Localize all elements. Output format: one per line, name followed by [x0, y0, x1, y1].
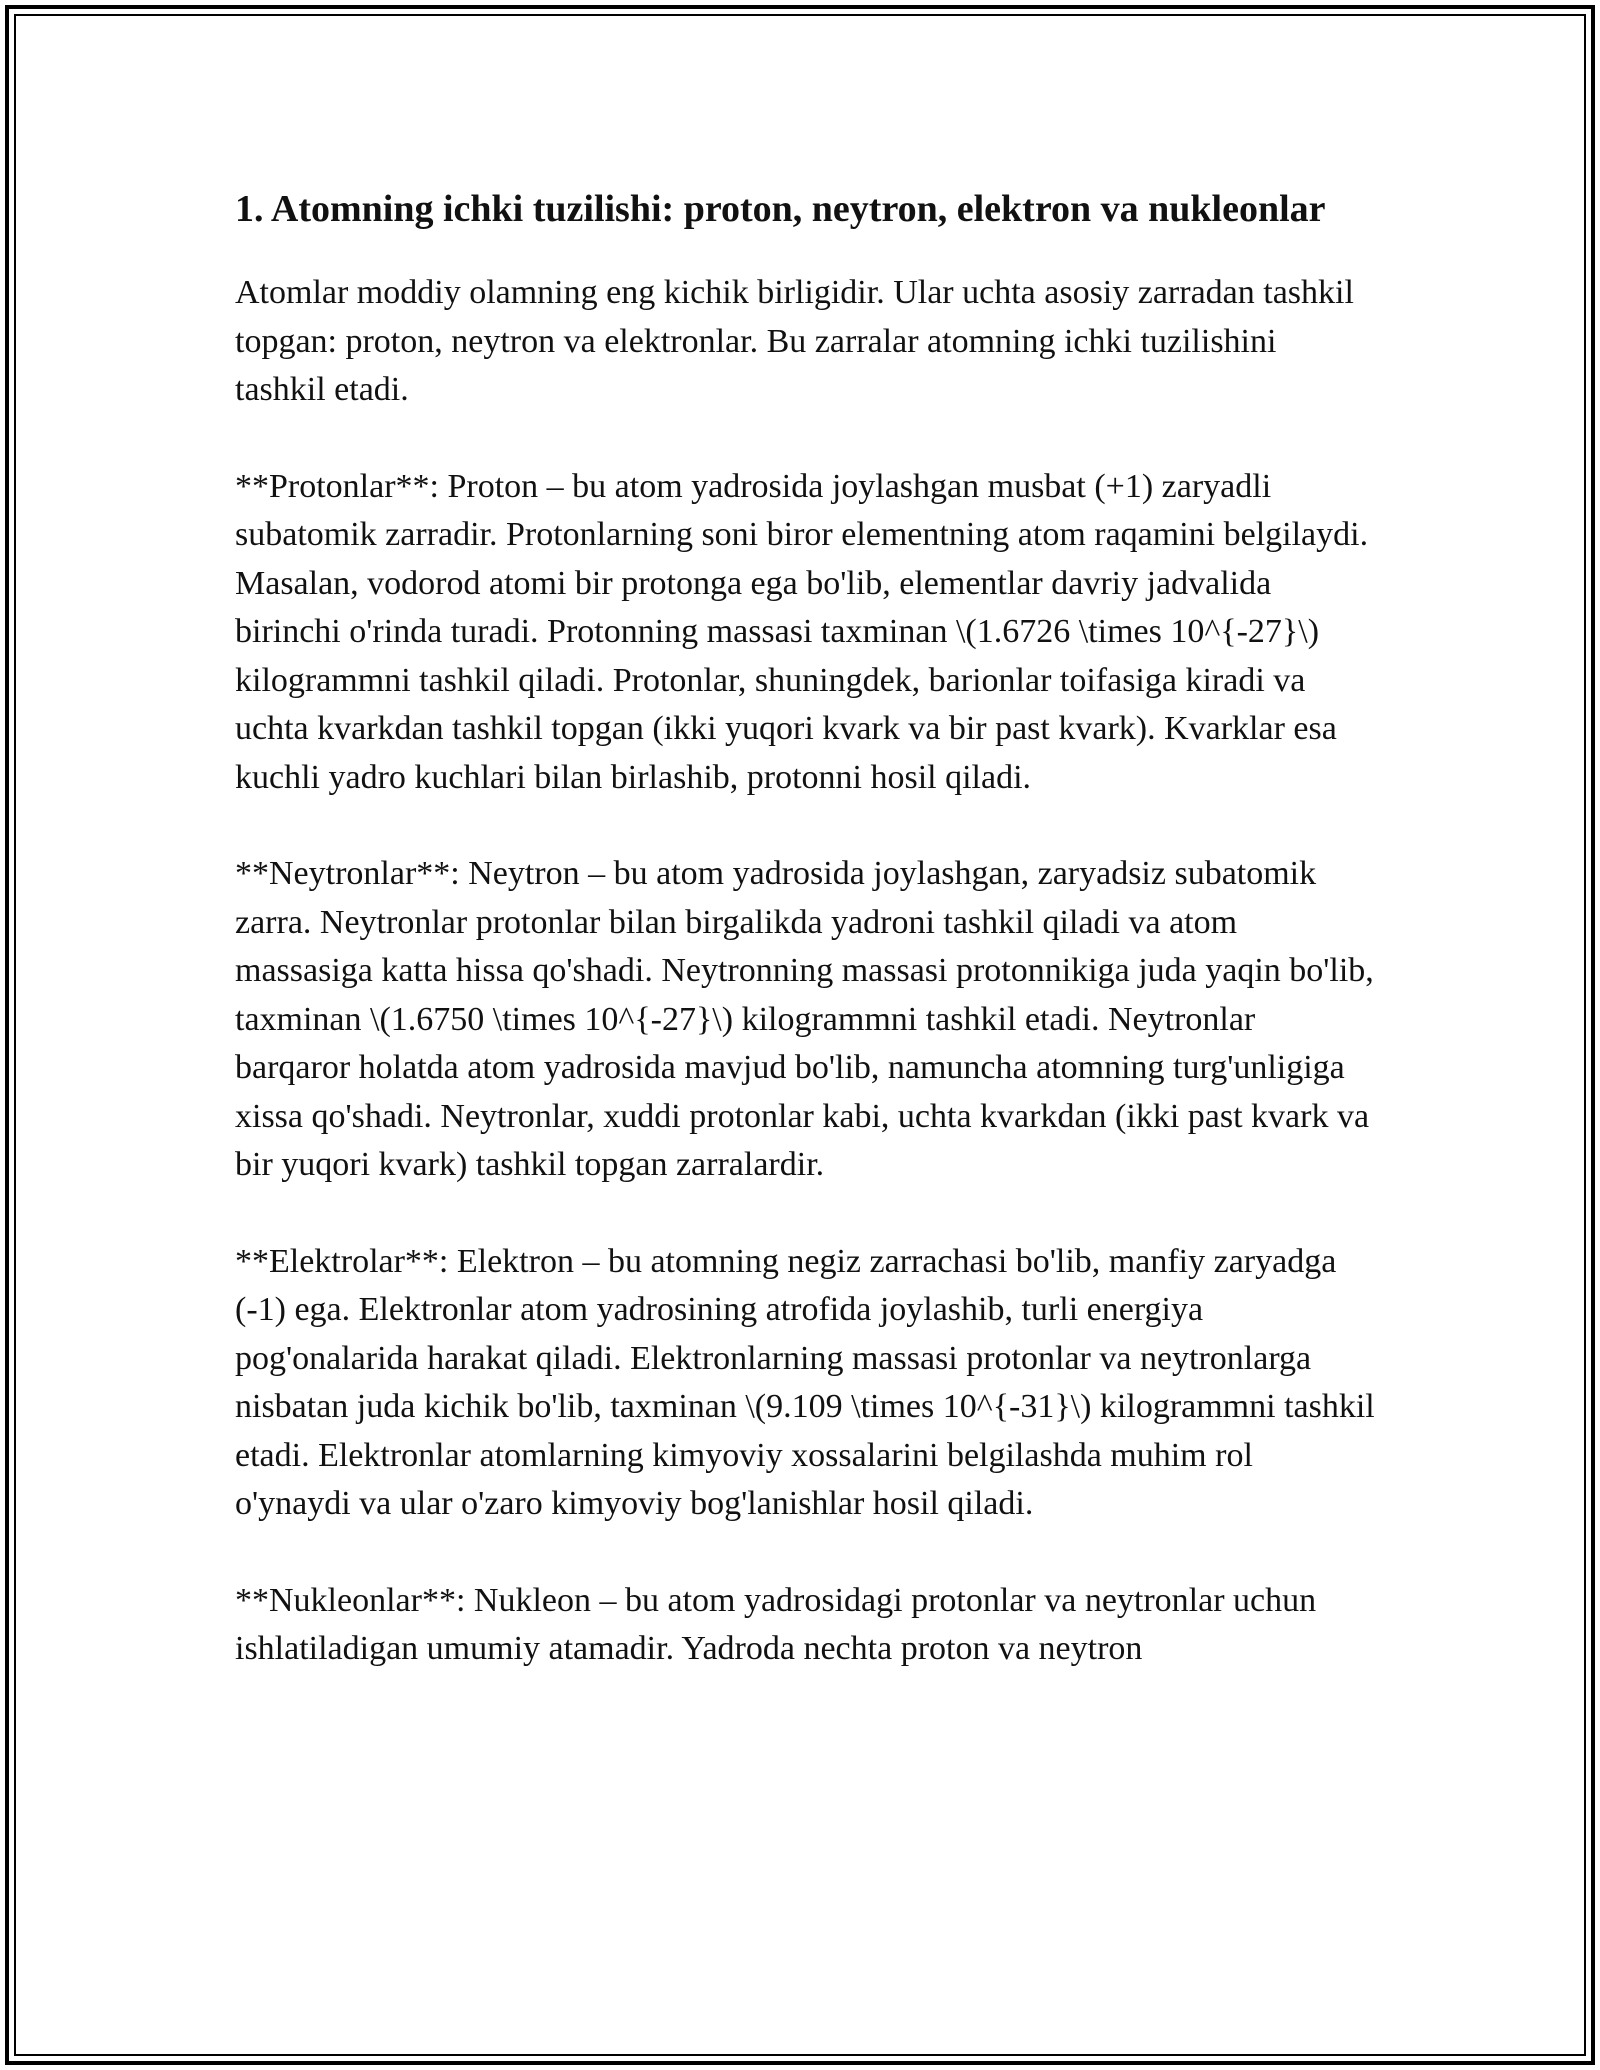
protons-paragraph: **Protonlar**: Proton – bu atom yadrosida joylashgan musbat (+1) zaryadli subatomik zarradir. Protonlarning soni biror elementning atom raqamini belgilaydi. Masalan, vodorod atomi bir protonga ega bo'lib, elementlar davriy jadvalida birinchi o'rinda turadi. Protonning massasi taxminan \(1.6726 \times 10^{-27}\) kilogrammni tashkil qiladi. Protonlar, shuningdek, barionlar toifasiga kiradi va uchta kvarkdan tashkil topgan (ikki yuqori kvark va bir past kvark). Kvarklar esa kuchli yadro kuchlari bilan birlashib, protonni hosil qiladi.: [235, 467, 1369, 796]
electrons-paragraph: **Elektrolar**: Elektron – bu atomning negiz zarrachasi bo'lib, manfiy zaryadga (-1) ega. Elektronlar atom yadrosining atrofida joylashib, turli energiya pog'onalarida harakat qiladi. Elektronlarning massasi protonlar va neytronlarga nisbatan juda kichik bo'lib, taxminan \(9.109 \times 10^{-31}\) kilogrammni tashkil etadi. Elektronlar atomlarning kimyoviy xossalarini belgilashda muhim rol o'ynaydi va ular o'zaro kimyoviy bog'lanishlar hosil qiladi.: [235, 1242, 1375, 1522]
nucleons-paragraph: **Nukleonlar**: Nukleon – bu atom yadrosidagi protonlar va neytronlar uchun ishlatiladigan umumiy atamadir. Yadroda nechta proton va neytron: [235, 1581, 1317, 1667]
document-body: [235, 182, 1375, 1722]
neutrons-paragraph: **Neytronlar**: Neytron – bu atom yadrosida joylashgan, zaryadsiz subatomik zarra. Neytronlar protonlar bilan birgalikda yadroni tashkil qiladi va atom massasiga katta hissa qo'shadi. Neytronning massasi protonnikiga juda yaqin bo'lib, taxminan \(1.6750 \times 10^{-27}\) kilogrammni tashkil etadi. Neytronlar barqaror holatda atom yadrosida mavjud bo'lib, namuncha atomning turg'unligiga xissa qo'shadi. Neytronlar, xuddi protonlar kabi, uchta kvarkdan (ikki past kvark va bir yuqori kvark) tashkil topgan zarralardir.: [235, 855, 1374, 1183]
section-heading: 1. Atomning ichki tuzilishi: proton, neytron, elektron va nukleonlar: [235, 188, 1326, 230]
intro-paragraph: Atomlar moddiy olamning eng kichik birligidir. Ular uchta asosiy zarradan tashkil topgan: proton, neytron va elektronlar. Bu zarralar atomning ichki tuzilishini tashkil etadi.: [235, 274, 1354, 408]
